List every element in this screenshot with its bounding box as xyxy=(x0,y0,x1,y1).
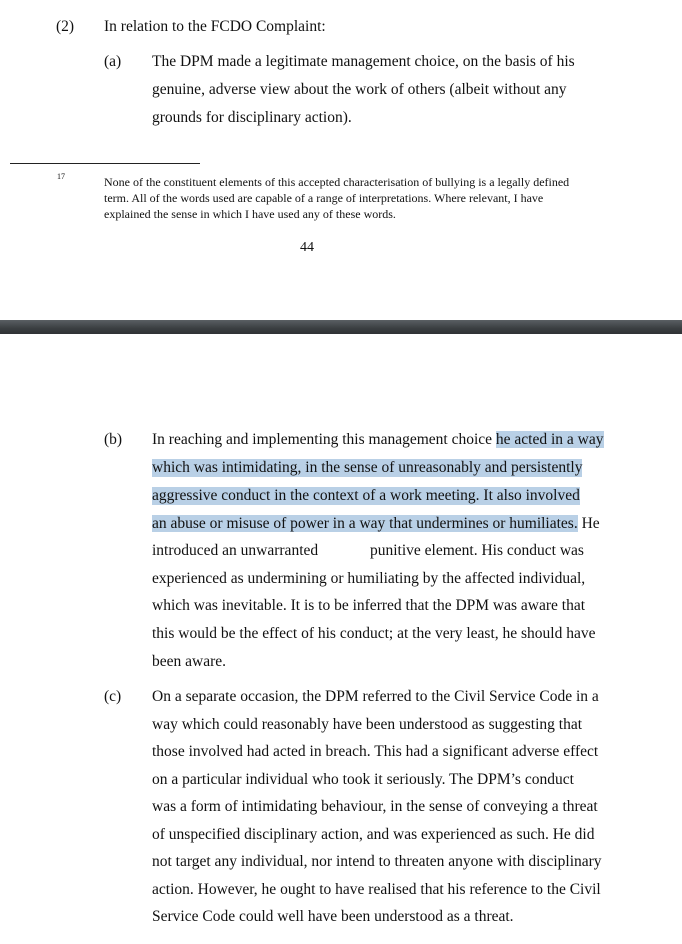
footnote-line: term. All of the words used are capable of a range of interpretations. Where relevant, I have xyxy=(104,191,544,205)
item-a-line: The DPM made a legitimate management choice, on the basis of his xyxy=(152,53,575,70)
item-c-line: those involved had acted in breach. This had a significant adverse effect xyxy=(152,743,599,760)
item-c-line: on a particular individual who took it seriously. The DPM’s conduct xyxy=(152,771,574,788)
item-c-line: action. However, he ought to have realised that his reference to the Civil xyxy=(152,881,601,898)
footnote-line: None of the constituent elements of this accepted characterisation of bullying is a legally defined xyxy=(104,175,570,189)
item-b-line: experienced as undermining or humiliating by the affected individual, xyxy=(152,570,586,587)
item-b-line: introduced an unwarranted xyxy=(152,542,319,559)
footnote-separator xyxy=(10,163,200,164)
footnote-line: explained the sense in which I have used any of these words. xyxy=(104,207,396,221)
item-c-line: On a separate occasion, the DPM referred to the Civil Service Code in a xyxy=(152,688,599,705)
item-c-line: way which could reasonably have been understood as suggesting that xyxy=(152,716,583,733)
item-a-line: genuine, adverse view about the work of others (albeit without any xyxy=(152,81,567,98)
page-break-divider xyxy=(0,320,682,334)
text-span: In reaching and implementing this management choice xyxy=(152,431,496,448)
item-c-line: was a form of intimidating behaviour, in the sense of conveying a threat xyxy=(152,798,598,815)
item-c-line: of unspecified disciplinary action, and was experienced as such. He did xyxy=(152,826,595,843)
item-a-line: grounds for disciplinary action). xyxy=(152,109,352,126)
item-b-line: which was inevitable. It is to be inferred that the DPM was aware that xyxy=(152,597,586,614)
footnote-marker: 17 xyxy=(57,172,65,181)
highlighted-text[interactable]: he acted in a way xyxy=(495,431,604,448)
section-heading: In relation to the FCDO Complaint: xyxy=(104,18,326,35)
item-b-label: (b) xyxy=(104,431,123,448)
item-c-line: Service Code could well have been understood as a threat. xyxy=(152,908,514,925)
item-c-label: (c) xyxy=(104,688,122,705)
item-c-line: not target any individual, nor intend to threaten anyone with disciplinary xyxy=(152,853,602,870)
item-b-line-tail: punitive element. His conduct was xyxy=(370,542,584,559)
highlighted-text[interactable]: which was intimidating, in the sense of unreasonably and persistently xyxy=(152,459,583,476)
section-number: (2) xyxy=(56,18,75,35)
text-span: He xyxy=(577,515,600,532)
page-number: 44 xyxy=(300,240,314,255)
item-a-label: (a) xyxy=(104,53,122,70)
item-b-line xyxy=(152,515,600,533)
item-b-line: this would be the effect of his conduct; at the very least, he should have xyxy=(152,625,596,642)
highlighted-text[interactable]: aggressive conduct in the context of a work meeting. It also involved xyxy=(152,487,580,504)
item-b-line: been aware. xyxy=(152,653,227,670)
item-b-line xyxy=(152,431,604,449)
highlighted-text[interactable]: an abuse or misuse of power in a way that undermines or humiliates. xyxy=(152,515,578,532)
